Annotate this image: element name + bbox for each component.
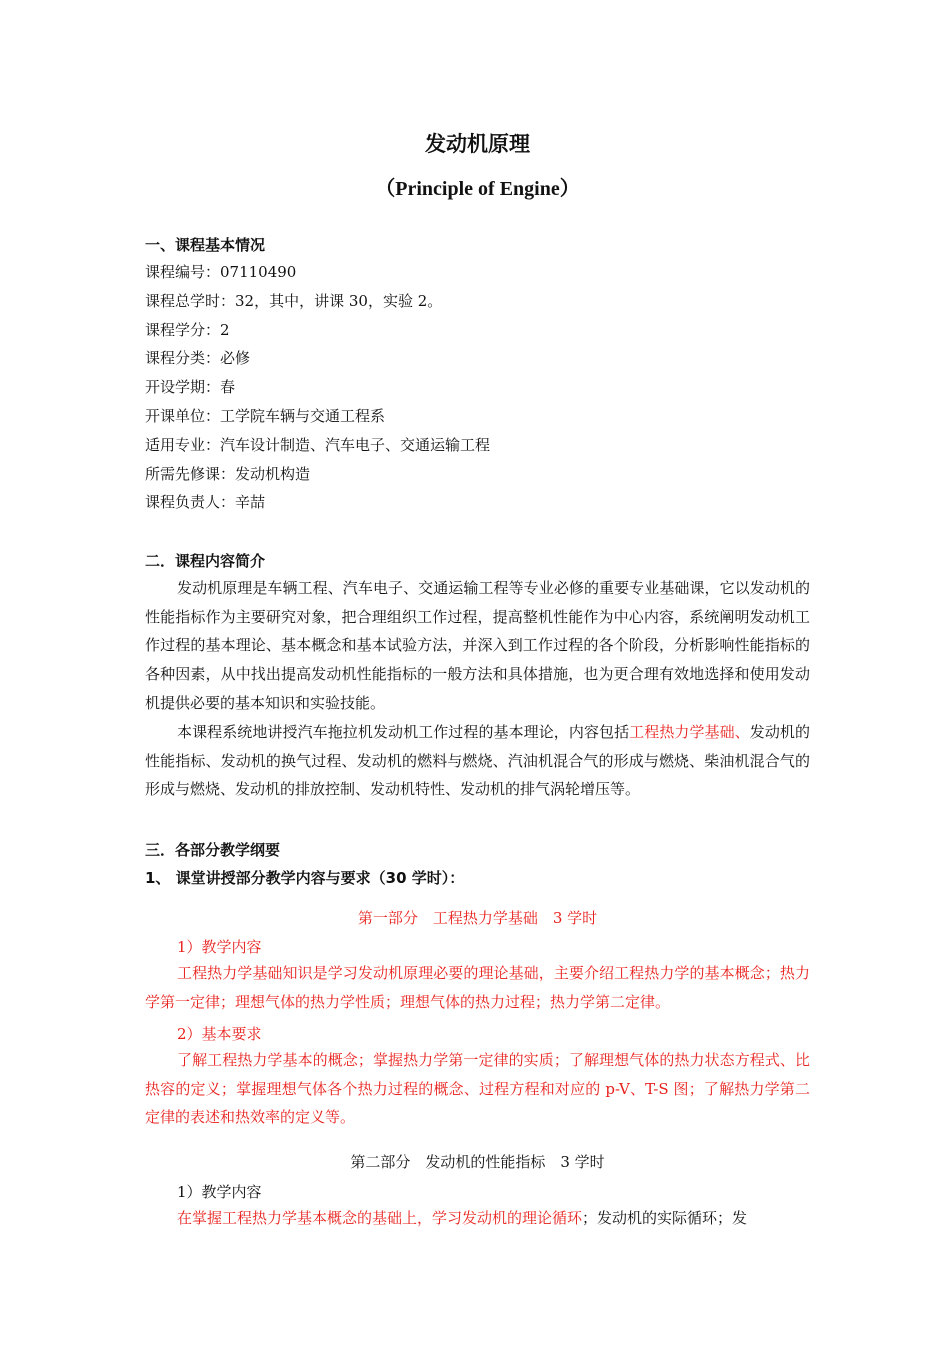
info-line-total-hours: 课程总学时：32，其中，讲课 30，实验 2。 xyxy=(145,292,443,310)
intro-paragraph-2-highlight: 工程热力学基础、 xyxy=(629,723,750,741)
info-line-category: 课程分类：必修 xyxy=(145,349,251,367)
part2-title: 第二部分 发动机的性能指标 3 学时 xyxy=(350,1153,605,1171)
part2-content-label: 1）教学内容 xyxy=(177,1183,262,1201)
info-line-course-code: 课程编号：07110490 xyxy=(145,263,297,281)
section-heading-teaching-outline: 三．各部分教学纲要 xyxy=(145,841,281,859)
part1-requirements-text: 了解工程热力学基本的概念；掌握热力学第一定律的实质；了解理想气体的热力状态方程式、比热容的定义；掌握理想气体各个热力过程的概念、过程方程和对应的 p-V、T-S 图；了解热力学第二定律的表述和热效率的定义等。 xyxy=(145,1051,810,1127)
document-title: 发动机原理 xyxy=(425,132,530,156)
part1-content-label: 1）教学内容 xyxy=(177,938,262,956)
part1-title: 第一部分 工程热力学基础 3 学时 xyxy=(357,909,598,927)
part1-requirements-label: 2）基本要求 xyxy=(177,1025,262,1043)
intro-paragraph-1: 发动机原理是车辆工程、汽车电子、交通运输工程等专业必修的重要专业基础课，它以发动机的性能指标作为主要研究对象，把合理组织工作过程，提高整机性能作为中心内容，系统阐明发动机工作过程的基本理论、基本概念和基本试验方法，并深入到工作过程的各个阶段，分析影响性能指标的各种因素，从中找出提高发动机性能指标的一般方法和具体措施，也为更合理有效地选择和使用发动机提供必要的基本知识和实验技能。 xyxy=(145,579,810,712)
info-line-majors: 适用专业：汽车设计制造、汽车电子、交通运输工程 xyxy=(145,436,491,454)
section-heading-basic-info: 一、课程基本情况 xyxy=(145,236,266,254)
intro-paragraph-2 xyxy=(145,718,810,804)
info-line-department: 开课单位：工学院车辆与交通工程系 xyxy=(145,407,386,425)
info-line-credits: 课程学分：2 xyxy=(145,321,230,339)
intro-paragraph-2-text-b: 发动机的性能指标、发动机的换气过程、发动机的燃料与燃烧、汽油机混合气的形成与燃烧、柴油机混合气的形成与燃烧、发动机的排放控制、发动机特性、发动机的排气涡轮增压等。 xyxy=(145,723,810,799)
part2-content-highlight: 在掌握工程热力学基本概念的基础上，学习发动机的理论循环 xyxy=(177,1209,583,1227)
part2-content-text xyxy=(145,1204,810,1233)
document-subtitle: （Principle of Engine） xyxy=(375,178,580,200)
part2-content-rest: ；发动机的实际循环；发 xyxy=(582,1209,748,1227)
info-line-instructor: 课程负责人：辛喆 xyxy=(145,493,266,511)
part1-content-text: 工程热力学基础知识是学习发动机原理必要的理论基础，主要介绍工程热力学的基本概念；热力学第一定律；理想气体的热力学性质；理想气体的热力过程；热力学第二定律。 xyxy=(145,964,810,1011)
info-line-semester: 开设学期：春 xyxy=(145,378,236,396)
subsection-heading-lectures: 1、 课堂讲授部分教学内容与要求（30 学时）： xyxy=(145,869,465,887)
section-heading-course-intro: 二．课程内容简介 xyxy=(145,552,266,570)
intro-paragraph-2-text-a: 本课程系统地讲授汽车拖拉机发动机工作过程的基本理论，内容包括 xyxy=(177,723,630,741)
info-line-prerequisite: 所需先修课：发动机构造 xyxy=(145,465,311,483)
